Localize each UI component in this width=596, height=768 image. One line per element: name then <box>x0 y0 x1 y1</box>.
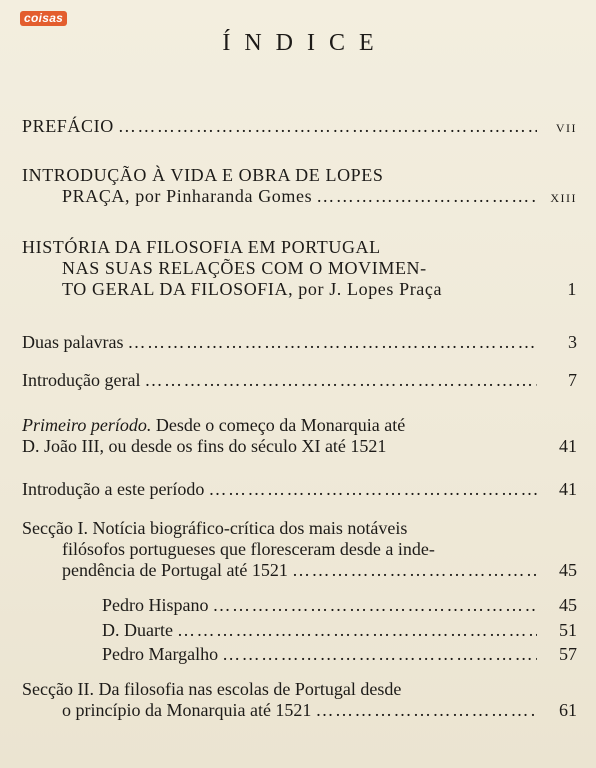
page-number: 45 <box>559 560 577 580</box>
entry-title-line: INTRODUÇÃO À VIDA E OBRA DE LOPES <box>22 165 384 185</box>
entry-title-line: Secção I. Notícia biográfico-crítica dos mais notáveis <box>22 518 408 538</box>
entry-title-line: o princípio da Monarquia até 1521 <box>62 700 312 720</box>
entry-title-line: PRAÇA, por Pinharanda Gomes <box>62 186 313 206</box>
entry-title: Introdução geral <box>22 370 141 390</box>
toc-entry-prefacio <box>22 116 577 139</box>
page-number: 45 <box>559 595 577 615</box>
entry-title-line: D. João III, ou desde os fins do século XI até 1521 <box>22 436 387 456</box>
leader-dots <box>204 479 537 500</box>
leader-dots <box>114 116 537 137</box>
page-number: VII <box>555 121 577 135</box>
leader-dots <box>311 700 537 721</box>
entry-title: D. Duarte <box>102 620 173 640</box>
entry-title-line: TO GERAL DA FILOSOFIA, por J. Lopes Praça <box>62 279 443 299</box>
page-number: 57 <box>559 644 577 664</box>
leader-dots <box>140 370 537 391</box>
entry-title-line: Secção II. Da filosofia nas escolas de Portugal desde <box>22 679 402 699</box>
leader-dots <box>288 560 537 581</box>
leader-dots <box>209 595 538 616</box>
entry-title: PREFÁCIO <box>22 116 114 136</box>
page-number: 41 <box>559 436 577 456</box>
toc-entry-seccao-i <box>22 518 577 581</box>
entry-title-line: NAS SUAS RELAÇÕES COM O MOVIMEN- <box>62 258 427 278</box>
page-number: 41 <box>559 479 577 499</box>
page-number: 7 <box>568 370 577 390</box>
page-number: 61 <box>559 700 577 720</box>
entry-title-line: HISTÓRIA DA FILOSOFIA EM PORTUGAL <box>22 237 381 257</box>
entry-title-line: pendência de Portugal até 1521 <box>62 560 288 580</box>
entry-title: Introdução a este período <box>22 479 205 499</box>
toc-entry-primeiro-periodo <box>22 415 577 457</box>
toc-entry-introducao-geral <box>22 370 577 391</box>
leader-dots <box>312 186 537 207</box>
page-title: ÍNDICE <box>222 30 388 56</box>
watermark-logo: coisas <box>20 11 67 26</box>
page-number: 3 <box>568 332 577 352</box>
entry-title-line: Desde o começo da Monarquia até <box>151 415 406 435</box>
toc-entry-seccao-ii <box>22 679 577 721</box>
toc-entry-d-duarte <box>22 620 577 641</box>
toc-entry-historia <box>22 237 577 300</box>
toc-entry-introducao-periodo <box>22 479 577 500</box>
page-number: 51 <box>559 620 577 640</box>
page-number: 1 <box>567 279 577 299</box>
page-number: XIII <box>550 191 577 205</box>
toc-entry-pedro-margalho <box>22 644 577 665</box>
entry-title-line: filósofos portugueses que floresceram desde a inde- <box>62 539 435 559</box>
entry-title: Duas palavras <box>22 332 124 352</box>
entry-title: Pedro Margalho <box>102 644 219 664</box>
period-label: Primeiro período. <box>22 415 152 435</box>
toc-entry-introducao-vida <box>22 165 577 209</box>
leader-dots <box>218 644 537 665</box>
toc-entry-pedro-hispano <box>22 595 577 616</box>
leader-dots <box>173 620 537 641</box>
entry-title: Pedro Hispano <box>102 595 209 615</box>
toc-entry-duas-palavras <box>22 332 577 353</box>
leader-dots <box>123 332 537 353</box>
